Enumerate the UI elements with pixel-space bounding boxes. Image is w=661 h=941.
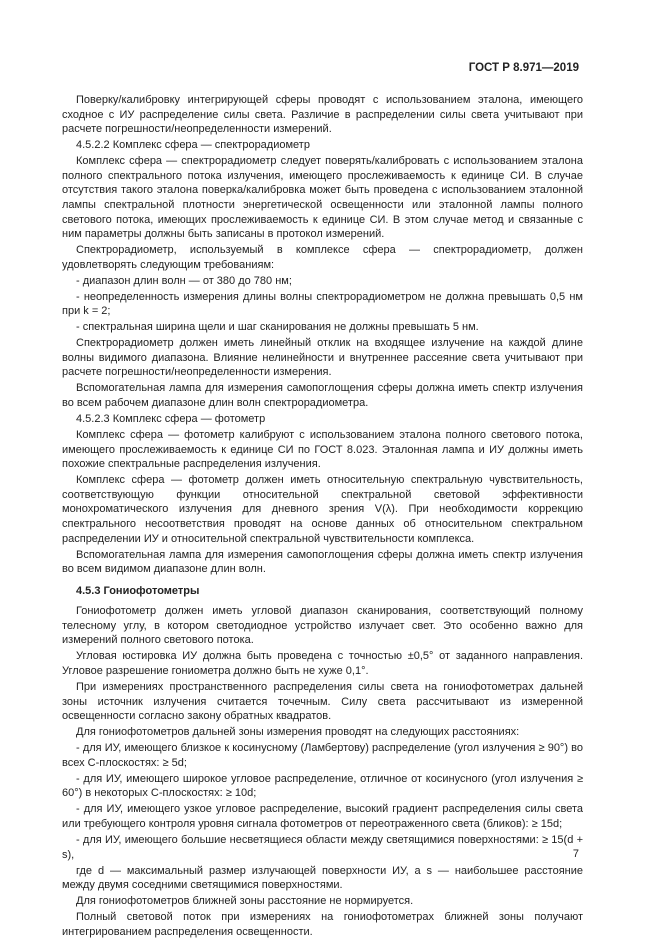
list-item: - спектральная ширина щели и шаг сканирования не должны превышать 5 нм.: [76, 321, 479, 334]
page-number: 7: [572, 848, 579, 860]
list-item: - для ИУ, имеющего широкое угловое распределение, отличное от косинусного (угол излучения ≥ 60°) в некоторых С-плоскостях: ≥ 10d;: [62, 772, 583, 800]
paragraph: При измерениях пространственного распределения силы света на гониофотометрах дальней зоны источник излучения считается точечным. Силу света рассчитывают из измеренной освещенности согласно закону обратных квадратов.: [62, 681, 583, 723]
section-heading: 4.5.3 Гониофотометры: [76, 584, 200, 597]
paragraph: Полный световой поток при измерениях на гониофотометрах ближней зоны получают интегрированием распределения освещенности.: [62, 911, 583, 938]
list-item: - для ИУ, имеющего близкое к косинусному (Ламбертову) распределение (угол излучения ≥ 90°) во всех С-плоскостях: ≥ 5d;: [62, 742, 583, 769]
subsection-heading: 4.5.2.3 Комплекс сфера — фотометр: [76, 412, 266, 425]
document-standard-header: ГОСТ Р 8.971—2019: [468, 62, 579, 74]
paragraph: Спектрорадиометр, используемый в комплексе сфера — спектрорадиометр, должен удовлетворять следующим требованиям:: [62, 244, 583, 271]
paragraph: Вспомогательная лампа для измерения самопоглощения сферы должна иметь спектр излучения во всем видимом диапазоне длин волн.: [62, 548, 583, 576]
list-item: - диапазон длин волн — от 380 до 780 нм;: [76, 274, 292, 287]
list-item: - для ИУ, имеющего узкое угловое распределение, высокий градиент распределения силы света или требующего контроля уровня сигнала фотометров от переотраженного света (бликов): ≥ 15d;: [62, 803, 583, 830]
paragraph: Угловая юстировка ИУ должна быть проведена с точностью ±0,5° от заданного направления. Угловое разрешение гониометра должно быть не хуже 0,1°.: [62, 650, 583, 678]
paragraph: Гониофотометр должен иметь угловой диапазон сканирования, соответствующий полному телесному углу, в котором светодиодное устройство излучает свет. Это особенно важно для измерений полного светового потока.: [62, 605, 583, 647]
paragraph: Для гониофотометров ближней зоны расстояние не нормируется.: [76, 895, 414, 908]
paragraph: Комплекс сфера — фотометр должен иметь относительную спектральную чувствительность, соответствующую функции относительной спектральной световой эффективности монохроматического излучения для дневного зрения V(λ). При необходимости коррекцию спектрального несоответствия проводят на основе данных об относительном спектральном распределении ИУ и относительной спектральной чувствительности комплекса.: [62, 474, 583, 545]
document-body: [62, 93, 583, 941]
paragraph: Вспомогательная лампа для измерения самопоглощения сферы должна иметь спектр излучения во всем рабочем диапазоне длин волн спектрорадиометра.: [62, 382, 583, 409]
paragraph: Комплекс сфера — фотометр калибруют с использованием эталона полного светового потока, имеющего прослеживаемость к единице СИ по ГОСТ 8.023. Эталонная лампа и ИУ должны иметь похожие спектральные распределения излучения.: [62, 428, 583, 471]
paragraph: Спектрорадиометр должен иметь линейный отклик на входящее излучение на каждой длине волны видимого диапазона. Влияние нелинейности и внутреннее рассеяние света учитывают при расчете погрешности/неопределенности измерения.: [62, 337, 583, 379]
paragraph: Для гониофотометров дальней зоны измерения проводят на следующих расстояниях:: [76, 726, 520, 739]
paragraph: где d — максимальный размер излучающей поверхности ИУ, а s — наибольшее расстояние между двумя соседними светящимися поверхностями.: [62, 864, 583, 892]
paragraph: Комплекс сфера — спектрорадиометр следует поверять/калибровать с использованием эталона полного спектрального потока излучения, имеющего прослеживаемость к единице СИ. В случае отсутствия такого эталона поверка/калибровка может быть проведена с использованием эталонной лампы спектральной плотности энергетической освещенности или эталонной лампы полного светового потока, имеющих прослеживаемость к единице СИ. В этом случае метод и связанные с ним параметры должны быть записаны в протокол измерений.: [62, 155, 583, 241]
subsection-heading: 4.5.2.2 Комплекс сфера — спектрорадиометр: [76, 139, 310, 152]
paragraph: Поверку/калибровку интегрирующей сферы проводят с использованием эталона, имеющего сходное с ИУ распределение силы света. Различие в распределении силы света учитывают при расчете погрешности/неопределенности измерений.: [62, 94, 583, 136]
list-item: - неопределенность измерения длины волны спектрорадиометром не должна превышать 0,5 нм при k = 2;: [62, 290, 583, 318]
list-item: - для ИУ, имеющего большие несветящиеся области между светящимися поверхностями: ≥ 15(d + s),: [62, 833, 583, 861]
